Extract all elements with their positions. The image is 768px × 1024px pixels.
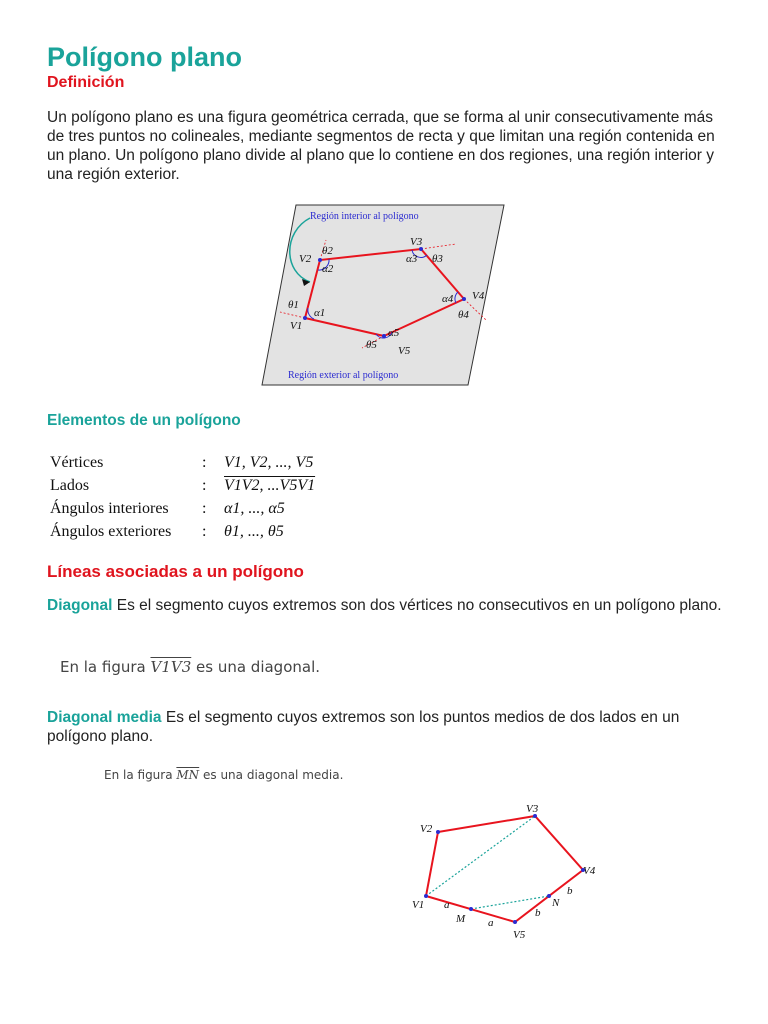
element-sep: : bbox=[202, 522, 207, 540]
diagonal-example-prefix: En la figura bbox=[60, 658, 151, 676]
label-theta2: θ2 bbox=[322, 245, 333, 257]
label-v5: V5 bbox=[398, 345, 411, 357]
element-value: V1V2, ...V5V1 bbox=[224, 476, 316, 494]
element-value: θ1, ..., θ5 bbox=[224, 522, 284, 540]
plane-region bbox=[262, 205, 504, 385]
diagonal-term: Diagonal bbox=[47, 597, 113, 614]
element-sep: : bbox=[202, 499, 207, 517]
definition-heading: Definición bbox=[47, 74, 125, 91]
label-theta1: θ1 bbox=[288, 299, 299, 311]
diagonal-example-suffix: es una diagonal. bbox=[191, 658, 321, 676]
diagonal-example bbox=[60, 658, 320, 676]
elements-table bbox=[50, 452, 315, 544]
midpoint-n bbox=[547, 894, 551, 898]
label-v1: V1 bbox=[290, 320, 303, 332]
element-name: Vértices bbox=[50, 453, 104, 471]
label-theta3: θ3 bbox=[432, 253, 443, 265]
label2-v2: V2 bbox=[420, 823, 433, 835]
label-theta4: θ4 bbox=[458, 309, 469, 321]
label-m: M bbox=[456, 913, 466, 925]
diagonal-example-segment: V1V3 bbox=[150, 658, 192, 676]
label-theta5: θ5 bbox=[366, 339, 377, 351]
label-v3: V3 bbox=[410, 236, 423, 248]
elements-heading: Elementos de un polígono bbox=[47, 412, 241, 429]
diagonal-media-term: Diagonal media bbox=[47, 709, 162, 726]
diagonal-text: Es el segmento cuyos extremos son dos vértices no consecutivos en un polígono plano. bbox=[112, 597, 722, 614]
label-alpha2: α2 bbox=[322, 263, 334, 275]
mark-a1: a bbox=[444, 899, 450, 911]
label-alpha4: α4 bbox=[442, 293, 454, 305]
midpoint-m bbox=[469, 907, 473, 911]
diagonal-media-example-segment: $\overline{MN}$ bbox=[176, 768, 200, 782]
label-alpha1: α1 bbox=[314, 307, 326, 319]
vertex2-v5 bbox=[513, 920, 517, 924]
mark-b2: b bbox=[535, 907, 541, 919]
element-sep: : bbox=[202, 453, 207, 471]
lines-heading: Líneas asociadas a un polígono bbox=[47, 562, 304, 581]
label-alpha5: α5 bbox=[388, 327, 400, 339]
definition-text: Un polígono plano es una figura geométrica cerrada, que se forma al unir consecutivamente más de tres puntos no colineales, mediante segmentos de recta y que limitan una región contenida en un plano. Un polígono plano divide al plano que lo contiene en dos regiones, una región interior y una región exterior. bbox=[47, 109, 715, 183]
diagonal-media-text: Es el segmento cuyos extremos son los puntos medios de dos lados en un polígono plano. bbox=[47, 709, 680, 745]
label2-v3: V3 bbox=[526, 803, 539, 815]
element-value: α1, ..., α5 bbox=[224, 499, 285, 517]
polygon-regions-figure bbox=[258, 202, 508, 388]
label-v4: V4 bbox=[472, 290, 485, 302]
label-interior-region: Región interior al polígono bbox=[310, 211, 419, 222]
label-alpha3: α3 bbox=[406, 253, 418, 265]
table-row bbox=[50, 475, 315, 498]
element-value: V1, V2, ..., V5 bbox=[224, 453, 314, 471]
vertex-v2 bbox=[318, 258, 322, 262]
diagonal-media-example-suffix: es una diagonal media. bbox=[199, 768, 344, 782]
element-name: Ángulos interiores bbox=[50, 499, 169, 517]
diagonal-media-figure bbox=[405, 798, 610, 944]
vertex2-v2 bbox=[436, 830, 440, 834]
vertex2-v1 bbox=[424, 894, 428, 898]
label-n: N bbox=[552, 897, 560, 909]
table-row bbox=[50, 521, 315, 544]
diagonal-media-example-prefix: En la figura bbox=[104, 768, 177, 782]
diagonal-definition bbox=[47, 596, 727, 615]
element-name: Lados bbox=[50, 476, 90, 494]
label2-v1: V1 bbox=[412, 899, 425, 911]
element-name: Ángulos exteriores bbox=[50, 522, 172, 540]
mark-a2: a bbox=[488, 917, 494, 929]
label-exterior-region: Región exterior al polígono bbox=[288, 370, 399, 381]
polygon2-outline bbox=[426, 816, 583, 922]
label2-v4: V4 bbox=[583, 865, 596, 877]
label-v2: V2 bbox=[299, 253, 312, 265]
table-row bbox=[50, 452, 315, 475]
element-sep: : bbox=[202, 476, 207, 494]
diagonal-media-example bbox=[104, 768, 343, 782]
vertex-v4 bbox=[462, 297, 466, 301]
mark-b1: b bbox=[567, 885, 573, 897]
page-title: Polígono plano bbox=[47, 42, 242, 72]
diagonal-v1v3 bbox=[426, 816, 535, 896]
table-row bbox=[50, 498, 315, 521]
label2-v5: V5 bbox=[513, 929, 526, 941]
vertex-v1 bbox=[303, 316, 307, 320]
diagonal-media-definition bbox=[47, 708, 727, 746]
